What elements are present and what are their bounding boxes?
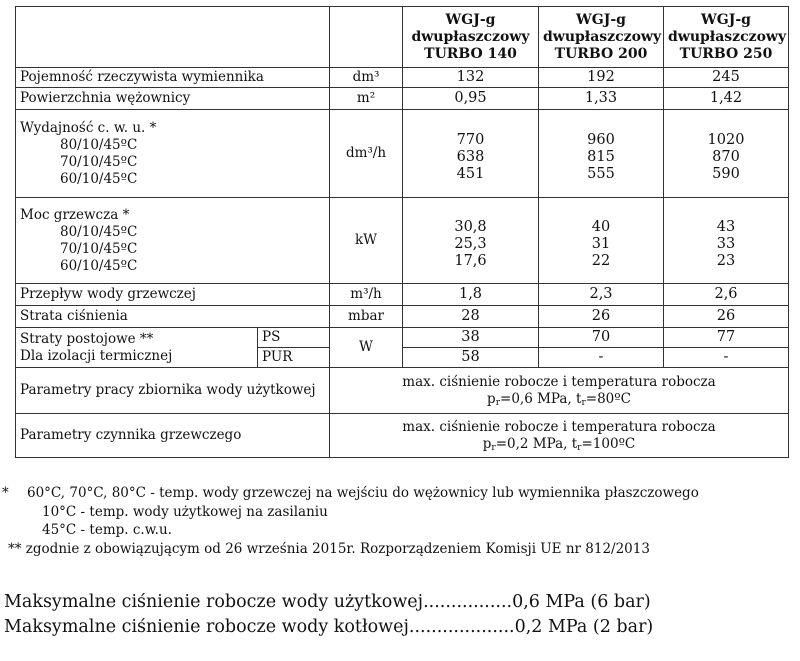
standby-pur-value-2: -	[539, 348, 664, 368]
output-unit: dm³/h	[330, 110, 403, 198]
footnote-star2: ** zgodnie z obowiązującym od 26 września 2015r. Rozporządzeniem Komisji UE nr 812/2013	[8, 540, 650, 557]
flow-value-3: 2,6	[664, 284, 789, 306]
model-header-2: WGJ-g dwupłaszczowy TURBO 200	[539, 7, 664, 68]
standby-pur-value-3: -	[664, 348, 789, 368]
capacity-row	[16, 68, 789, 88]
pressure-loss-value-3: 26	[664, 306, 789, 328]
footnote-star1-line1: 60°C, 70°C, 80°C - temp. wody grzewczej na wejściu do wężownicy lub wymiennika płaszczowego	[27, 485, 699, 501]
power-label: Moc grzewcza *	[20, 206, 130, 223]
max-pressures	[4, 590, 794, 640]
standby-label-cell	[16, 328, 258, 368]
footnote-star1-mark: *	[2, 485, 9, 501]
output-condition-2: 70/10/45ºC	[60, 153, 138, 170]
tank-params-row	[16, 368, 789, 414]
standby-insulation-label: Dla izolacji termicznej	[20, 347, 173, 364]
pressure-loss-label: Strata ciśnienia	[16, 306, 330, 328]
output-condition-1: 80/10/45ºC	[60, 136, 138, 153]
output-label: Wydajność c. w. u. *	[20, 119, 157, 136]
tank-params-value: max. ciśnienie robocze i temperatura robocza $p_r=0,6$ MPa, $t_r=80ºC$	[330, 368, 789, 414]
pressure-loss-row	[16, 306, 789, 328]
surface-label: Powierzchnia wężownicy	[16, 88, 330, 110]
header-row	[16, 7, 789, 68]
surface-row	[16, 88, 789, 110]
heating-params-label: Parametry czynnika grzewczego	[16, 414, 330, 458]
standby-pur-label: PUR	[258, 348, 330, 368]
pressure-loss-value-1: 28	[403, 306, 539, 328]
capacity-unit: dm³	[330, 68, 403, 88]
standby-pur-value-1: 58	[403, 348, 539, 368]
output-label-cell	[16, 110, 330, 198]
pressure-loss-value-2: 26	[539, 306, 664, 328]
standby-unit: W	[330, 328, 403, 368]
surface-value-2: 1,33	[539, 88, 664, 110]
capacity-value-3: 245	[664, 68, 789, 88]
max-pressure-dhw: Maksymalne ciśnienie robocze wody użytkowej................0,6 MPa (6 bar)	[4, 592, 651, 612]
tank-params-label: Parametry pracy zbiornika wody użytkowej	[16, 368, 330, 414]
standby-ps-value-2: 70	[539, 328, 664, 348]
power-values-1: 30,8 25,3 17,6	[403, 198, 539, 284]
flow-value-2: 2,3	[539, 284, 664, 306]
output-values-1: 770 638 451	[403, 110, 539, 198]
power-unit: kW	[330, 198, 403, 284]
heating-params-row	[16, 414, 789, 458]
header-empty-cell	[16, 7, 330, 68]
standby-label: Straty postojowe **	[20, 330, 154, 347]
surface-unit: m²	[330, 88, 403, 110]
capacity-label: Pojemność rzeczywista wymiennika	[16, 68, 330, 88]
power-row	[16, 198, 789, 284]
output-row	[16, 110, 789, 198]
flow-label: Przepływ wody grzewczej	[16, 284, 330, 306]
power-condition-1: 80/10/45ºC	[60, 223, 138, 240]
header-unit-cell	[330, 7, 403, 68]
heating-params-value: max. ciśnienie robocze i temperatura robocza $p_r=0,2$ MPa, $t_r=100ºC$	[330, 414, 789, 458]
spec-table	[15, 6, 789, 458]
power-condition-3: 60/10/45ºC	[60, 257, 138, 274]
surface-value-1: 0,95	[403, 88, 539, 110]
model-header-3: WGJ-g dwupłaszczowy TURBO 250	[664, 7, 789, 68]
footnote-star1-line3: 45°C - temp. c.w.u.	[42, 522, 172, 538]
capacity-value-2: 192	[539, 68, 664, 88]
footnote-star1-line2: 10°C - temp. wody użytkowej na zasilaniu	[42, 503, 328, 520]
footnotes	[0, 484, 800, 558]
output-values-3: 1020 870 590	[664, 110, 789, 198]
surface-value-3: 1,42	[664, 88, 789, 110]
flow-row	[16, 284, 789, 306]
pressure-loss-unit: mbar	[330, 306, 403, 328]
power-values-3: 43 33 23	[664, 198, 789, 284]
model-header-1: WGJ-g dwupłaszczowy TURBO 140	[403, 7, 539, 68]
standby-ps-label: PS	[258, 328, 330, 348]
standby-ps-value-3: 77	[664, 328, 789, 348]
output-values-2: 960 815 555	[539, 110, 664, 198]
power-condition-2: 70/10/45ºC	[60, 240, 138, 257]
power-label-cell	[16, 198, 330, 284]
output-condition-3: 60/10/45ºC	[60, 170, 138, 187]
standby-ps-row	[16, 328, 789, 348]
flow-value-1: 1,8	[403, 284, 539, 306]
max-pressure-boiler: Maksymalne ciśnienie robocze wody kotłowej...................0,2 MPa (2 bar)	[4, 617, 654, 637]
standby-ps-value-1: 38	[403, 328, 539, 348]
power-values-2: 40 31 22	[539, 198, 664, 284]
flow-unit: m³/h	[330, 284, 403, 306]
footnote-star1	[0, 484, 800, 503]
capacity-value-1: 132	[403, 68, 539, 88]
